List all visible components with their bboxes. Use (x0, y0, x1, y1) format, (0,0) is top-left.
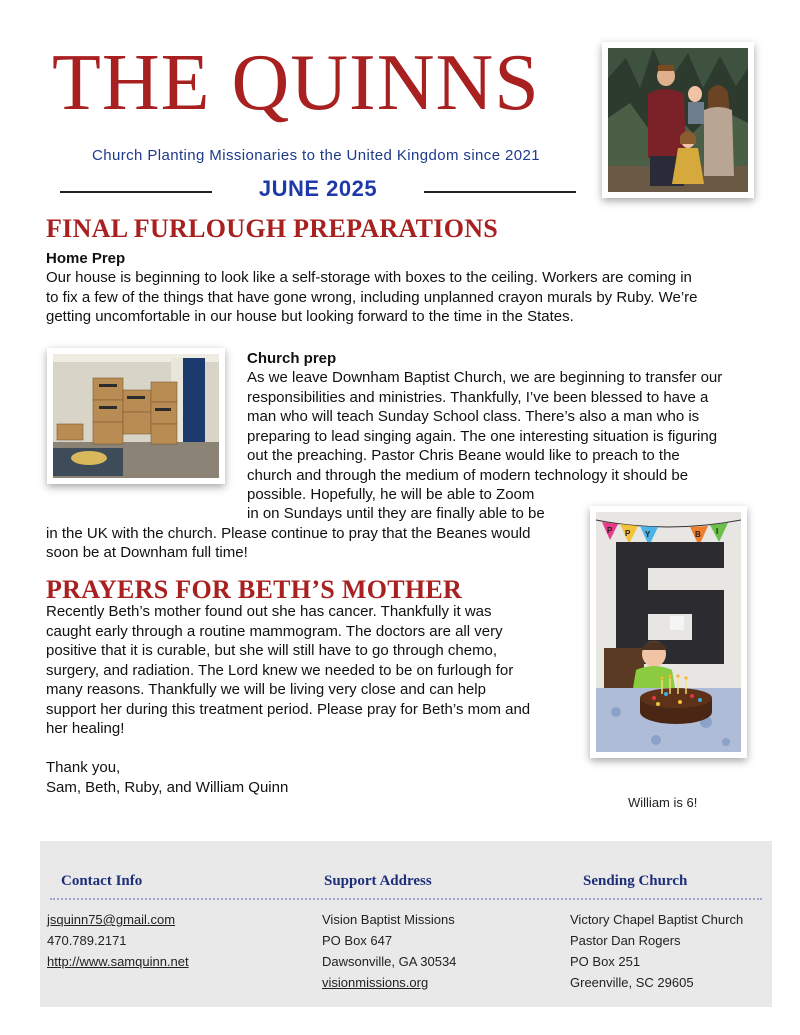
sending-line: PO Box 251 (570, 954, 641, 969)
text-line: Recently Beth’s mother found out she has cancer. Thankfully it was (46, 603, 492, 620)
banner-letter: B (695, 530, 701, 539)
contact-column (47, 909, 189, 972)
support-line: Dawsonville, GA 30534 (322, 954, 457, 969)
sending-line: Victory Chapel Baptist Church (570, 912, 744, 927)
text-line: Our house is beginning to look like a self-storage with boxes to the ceiling. Workers are coming in (46, 269, 692, 286)
support-heading: Support Address (324, 873, 432, 889)
text-line: support her during this treatment period. Please pray for Beth’s mom and (46, 700, 531, 718)
boxes-photo (47, 348, 225, 484)
banner-letter: Y (645, 530, 651, 539)
text-line: her healing! (46, 720, 125, 737)
closing-line: Thank you, (46, 759, 121, 776)
phone-number: 470.789.2171 (47, 933, 127, 948)
boxes-photo-image (53, 354, 219, 478)
text-line: caught early through a routine mammogram. The doctors are all very (46, 622, 503, 640)
signature-line: Sam, Beth, Ruby, and William Quinn (46, 778, 289, 796)
church-prep-text-continued (46, 504, 586, 563)
date-rule-right (424, 191, 576, 193)
support-website-link[interactable]: visionmissions.org (322, 975, 429, 990)
sending-heading: Sending Church (583, 873, 688, 889)
furlough-heading: FINAL FURLOUGH PREPARATIONS (46, 214, 499, 243)
masthead-title: THE QUINNS (52, 39, 540, 127)
support-line: PO Box 647 (322, 933, 393, 948)
text-line: out the preaching. Pastor Chris Beane would like to preach to the (247, 447, 680, 464)
text-line: positive that it is curable, but she will still have to go through chemo, (46, 642, 498, 659)
text-line: As we leave Downham Baptist Church, we are beginning to transfer our (247, 369, 723, 386)
church-prep-text (247, 368, 777, 505)
spacer (46, 739, 586, 759)
issue-date: JUNE 2025 (258, 176, 378, 201)
text-line: to fix a few of the things that have gone wrong, including unplanned crayon murals by Ruby. We’re (46, 288, 698, 306)
text-line: man who will teach Sunday School class. There’s also a man who is (247, 408, 700, 425)
family-photo (602, 42, 754, 198)
church-prep-subheading: Church prep (247, 350, 337, 367)
text-line: church and through the medium of modern technology it should be (247, 466, 689, 484)
banner-letter: P (607, 526, 613, 535)
support-line: Vision Baptist Missions (322, 912, 455, 927)
birthday-photo (590, 506, 747, 758)
birthday-caption: William is 6! (628, 795, 698, 810)
family-photo-image (608, 48, 748, 192)
text-line: surgery, and radiation. The Lord knew we needed to be on furlough for (46, 661, 514, 679)
email-link[interactable]: jsquinn75@gmail.com (47, 912, 176, 927)
sending-line: Pastor Dan Rogers (570, 933, 681, 948)
text-line: preparing to lead singing again. The one interesting situation is figuring (247, 427, 718, 445)
masthead-tagline: Church Planting Missionaries to the United Kingdom since 2021 (92, 147, 540, 164)
banner-letter: P (625, 529, 631, 538)
prayer-text (46, 602, 586, 797)
text-line: in the UK with the church. Please continue to pray that the Beanes would (46, 524, 531, 542)
support-column (322, 909, 456, 993)
date-rule-left (60, 191, 212, 193)
footer (40, 841, 772, 1007)
sending-line: Greenville, SC 29605 (570, 975, 694, 990)
birthday-photo-image (596, 512, 741, 752)
prayer-heading: PRAYERS FOR BETH’S MOTHER (46, 575, 463, 604)
home-prep-subheading: Home Prep (46, 250, 126, 267)
banner-letter: I (716, 527, 719, 536)
contact-heading: Contact Info (61, 873, 143, 889)
text-line: in on Sundays until they are finally able to be (247, 505, 545, 522)
text-line: responsibilities and ministries. Thankfully, I’ve been blessed to have a (247, 388, 709, 406)
text-line: many reasons. Thankfully we will be living very close and can help (46, 681, 486, 698)
sending-column (570, 909, 743, 993)
footer-divider (50, 898, 762, 900)
text-line: possible. Hopefully, he will be able to Zoom (247, 486, 535, 503)
text-line: getting uncomfortable in our house but looking forward to the time in the States. (46, 308, 574, 325)
home-prep-text (46, 268, 776, 327)
website-link[interactable]: http://www.samquinn.net (47, 954, 189, 969)
text-line: soon be at Downham full time! (46, 544, 248, 561)
